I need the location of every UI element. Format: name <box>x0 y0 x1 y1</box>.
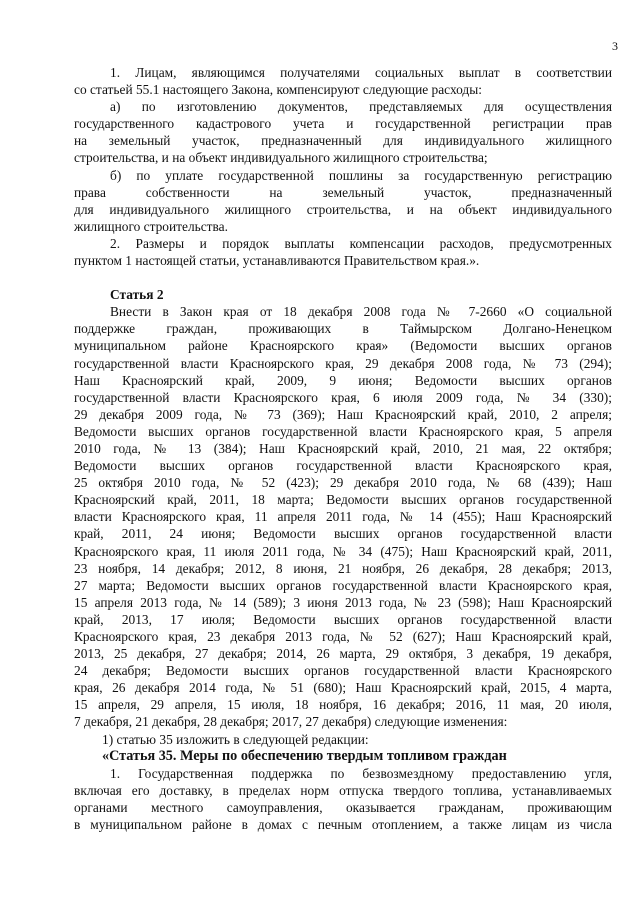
text-line: 2. Размеры и порядок выплаты компенсации расходов, предусмотренных <box>110 235 612 251</box>
article-heading: «Статья 35. Меры по обеспечению твердым топливом граждан <box>102 747 507 764</box>
text-line: 2013, 25 декабря, 27 декабря; 2014, 26 марта, 29 октября, 3 декабря, 19 декабря, <box>74 646 612 662</box>
text-line: 29 декабря 2009 года, № 73 (369); Наш Красноярский край, 2010, 2 апреля; <box>74 406 612 422</box>
text-line: муниципальном районе Красноярского края» (Ведомости высших органов <box>74 338 612 354</box>
text-line: 15 апреля 2013 года, № 14 (589); 3 июня 2013 года, № 23 (598); Наш Красноярский <box>74 594 612 610</box>
text-line: Красноярского края, 23 декабря 2013 года, № 52 (627); Наш Красноярский край, <box>74 629 612 644</box>
text-line: Наш Красноярский край, 2009, 9 июня; Ведомости высших органов <box>74 372 612 388</box>
text-line: для индивидуального жилищного строительства, и на объект индивидуального <box>74 201 612 217</box>
text-line: 1. Лицам, являющимся получателями социальных выплат в соответствии <box>110 65 612 80</box>
text-line: Ведомости высших органов государственной власти Красноярского края, <box>74 458 612 474</box>
text-line: со статьей 55.1 настоящего Закона, компенсируют следующие расходы: <box>74 82 482 98</box>
text-line: края, 26 декабря 2014 года, № 51 (680); Наш Красноярский край, 2015, 4 марта, <box>74 680 612 696</box>
text-line: строительства, и на объект индивидуального жилищного строительства; <box>74 150 488 166</box>
page-number: 3 <box>612 39 618 53</box>
text-line: 15 апреля, 29 апреля, 15 июля, 18 ноября, 16 декабря; 2016, 11 мая, 20 июля, <box>74 697 612 713</box>
text-line: 23 ноября, 14 декабря; 2012, 8 июня, 21 ноября, 26 декабря, 28 декабря; 2013, <box>74 560 612 576</box>
article-heading: Статья 2 <box>110 287 164 303</box>
text-line: 25 октября 2010 года, № 52 (423); 29 декабря 2010 года, № 68 (439); Наш <box>74 475 612 491</box>
text-line: 1) статью 35 изложить в следующей редакции: <box>102 731 369 747</box>
text-line: включая его доставку, в пределах норм отпуска твердого топлива, устанавливаемых <box>74 782 612 798</box>
text-line: государственного кадастрового учета и государственной регистрации прав <box>74 116 612 132</box>
text-line: пунктом 1 настоящей статьи, устанавливаются Правительством края.». <box>74 253 480 269</box>
text-line: государственной власти Красноярского края, 6 июля 2009 года, № 34 (330); <box>74 389 612 405</box>
text-line: 7 декабря, 21 декабря, 28 декабря; 2017, 27 декабря) следующие изменения: <box>74 714 508 730</box>
text-line: 24 декабря; Ведомости высших органов государственной власти Красноярского <box>74 663 612 679</box>
text-line: 27 марта; Ведомости высших органов государственной власти Красноярского края, <box>74 577 612 593</box>
text-line: государственной власти Красноярского края, 29 декабря 2008 года, № 73 (294); <box>74 355 612 371</box>
text-line: 1. Государственная поддержка по безвозмездному предоставлению угля, <box>110 765 612 781</box>
text-line: 2010 года, № 13 (384); Наш Красноярский край, 2010, 21 мая, 22 октября; <box>74 440 612 456</box>
text-line: права собственности на земельный участок, предназначенный <box>74 184 612 200</box>
text-line: органами местного самоуправления, оказывается гражданам, проживающим <box>74 799 612 815</box>
text-line: Красноярского края, 11 июля 2011 года, № 34 (475); Наш Красноярский край, 2011, <box>74 543 612 559</box>
text-line: в муниципальном районе в домах с печным отоплением, а также лицам из числа <box>74 817 612 833</box>
text-line: а) по изготовлению документов, представляемых для осуществления <box>110 99 612 115</box>
text-line: на земельный участок, предназначенный для индивидуального жилищного <box>74 133 612 149</box>
text-line: Красноярский край, 2011, 18 марта; Ведомости высших органов государственной <box>74 492 612 508</box>
text-line: край, 2011, 24 июня; Ведомости высших органов государственной власти <box>74 526 612 542</box>
blank-line <box>74 269 612 286</box>
text-line: власти Красноярского края, 11 апреля 2011 года, № 14 (455); Наш Красноярский <box>74 509 612 525</box>
text-line: б) по уплате государственной пошлины за государственную регистрацию <box>110 167 612 183</box>
text-line: край, 2013, 17 июля; Ведомости высших органов государственной власти <box>74 611 612 627</box>
document-body <box>74 64 612 833</box>
text-line: Внести в Закон края от 18 декабря 2008 года № 7-2660 «О социальной <box>110 304 612 320</box>
text-line: поддержке граждан, проживающих в Таймырском Долгано-Ненецком <box>74 321 612 337</box>
text-line: жилищного строительства. <box>74 218 228 234</box>
text-line: Ведомости высших органов государственной власти Красноярского края, 5 апреля <box>74 423 612 439</box>
